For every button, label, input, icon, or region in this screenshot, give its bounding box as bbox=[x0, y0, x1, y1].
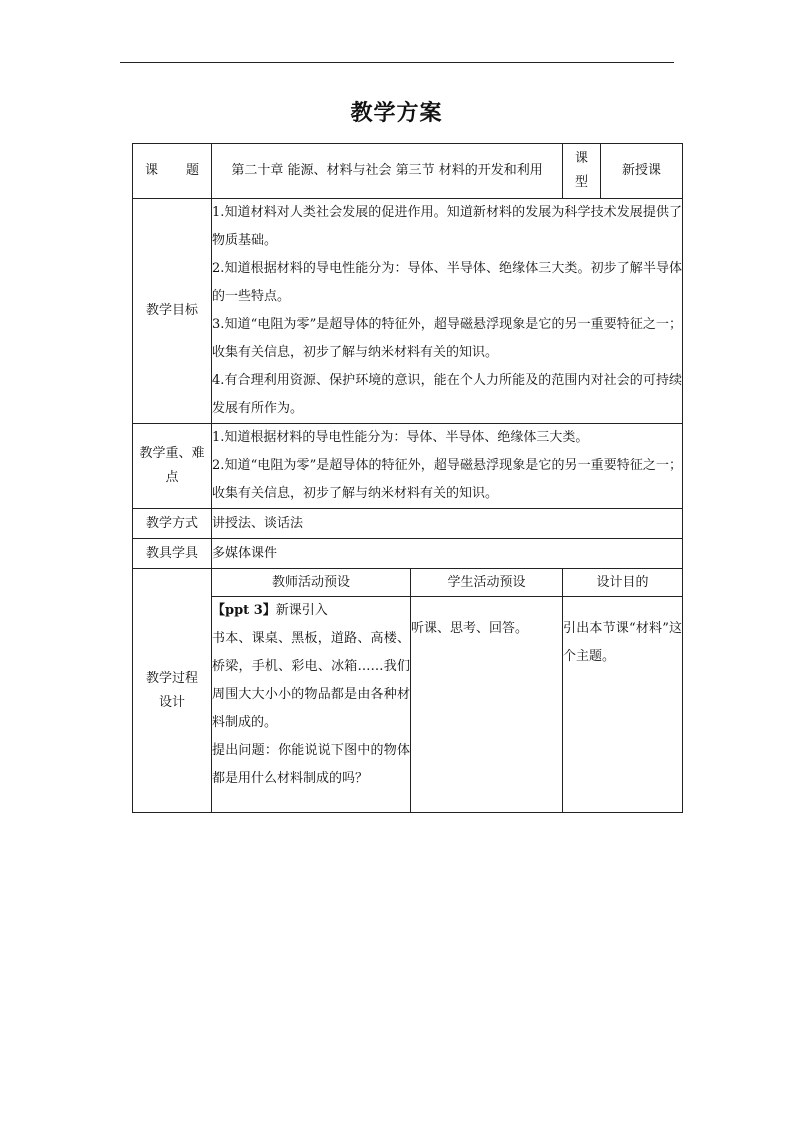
tools-label: 教具学具 bbox=[133, 539, 212, 569]
document-title: 教学方案 bbox=[350, 101, 443, 126]
course-label-right: 题 bbox=[185, 163, 199, 178]
teacher-column-header: 教师活动预设 bbox=[212, 569, 411, 597]
process-label-1: 教学过程 bbox=[145, 670, 198, 686]
goals-row bbox=[133, 199, 683, 424]
course-type-label-2: 型 bbox=[575, 175, 589, 190]
course-label-left: 课 bbox=[145, 163, 159, 178]
course-topic: 第二十章 能源、材料与社会 第三节 材料的开发和利用 bbox=[212, 144, 563, 199]
focus-row bbox=[133, 424, 683, 509]
process-label bbox=[133, 569, 212, 813]
focus-label-1: 教学重、难 bbox=[139, 446, 205, 461]
goals-label: 教学目标 bbox=[133, 199, 212, 424]
teacher-intro: 新课引入 bbox=[275, 603, 328, 618]
student-activity: 听课、思考、回答。 bbox=[411, 597, 563, 813]
design-purpose: 引出本节课“材料”这个主题。 bbox=[563, 597, 683, 813]
process-header-row bbox=[133, 569, 683, 597]
goal-item: 1.知道材料对人类社会发展的促进作用。知道新材料的发展为科学技术发展提供了物质基础。 bbox=[212, 205, 683, 248]
goal-item: 3.知道“电阻为零”是超导体的特征外，超导磁悬浮现象是它的另一重要特征之一；收集有关信息，初步了解与纳米材料有关的知识。 bbox=[212, 317, 683, 360]
goals-content bbox=[212, 199, 683, 424]
teacher-intro-line bbox=[212, 597, 410, 625]
course-type-value: 新授课 bbox=[601, 144, 683, 199]
goal-item: 2.知道根据材料的导电性能分为：导体、半导体、绝缘体三大类。初步了解半导体的一些特点。 bbox=[212, 261, 683, 304]
student-column-header: 学生活动预设 bbox=[411, 569, 563, 597]
course-row bbox=[133, 144, 683, 199]
focus-label-2: 点 bbox=[165, 470, 179, 485]
ppt-tag: 【ppt 3】 bbox=[212, 603, 276, 618]
course-type-label-1: 课 bbox=[575, 151, 589, 166]
purpose-column-header: 设计目的 bbox=[563, 569, 683, 597]
process-label-2: 设计 bbox=[158, 694, 185, 710]
method-row bbox=[133, 509, 683, 539]
process-content-row bbox=[133, 597, 683, 813]
course-label-cell bbox=[133, 144, 212, 199]
tools-row bbox=[133, 539, 683, 569]
method-label: 教学方式 bbox=[133, 509, 212, 539]
focus-label bbox=[133, 424, 212, 509]
teacher-text-1: 书本、课桌、黑板，道路、高楼、桥梁，手机、彩电、冰箱……我们周围大大小小的物品都是由各种材料制成的。 bbox=[212, 631, 410, 730]
header-rule bbox=[120, 62, 674, 63]
tools-value: 多媒体课件 bbox=[212, 539, 683, 569]
focus-item: 2.知道“电阻为零”是超导体的特征外，超导磁悬浮现象是它的另一重要特征之一；收集有关信息，初步了解与纳米材料有关的知识。 bbox=[212, 458, 683, 501]
teacher-text-2: 提出问题：你能说说下图中的物体都是用什么材料制成的吗？ bbox=[212, 743, 410, 786]
focus-content bbox=[212, 424, 683, 509]
method-value: 讲授法、谈话法 bbox=[212, 509, 683, 539]
focus-item: 1.知道根据材料的导电性能分为：导体、半导体、绝缘体三大类。 bbox=[212, 430, 589, 445]
goal-item: 4.有合理利用资源、保护环境的意识，能在个人力所能及的范围内对社会的可持续发展有所作为。 bbox=[212, 373, 683, 416]
lesson-plan-table bbox=[132, 143, 683, 813]
teacher-activity bbox=[212, 597, 411, 813]
course-type-label bbox=[563, 144, 601, 199]
